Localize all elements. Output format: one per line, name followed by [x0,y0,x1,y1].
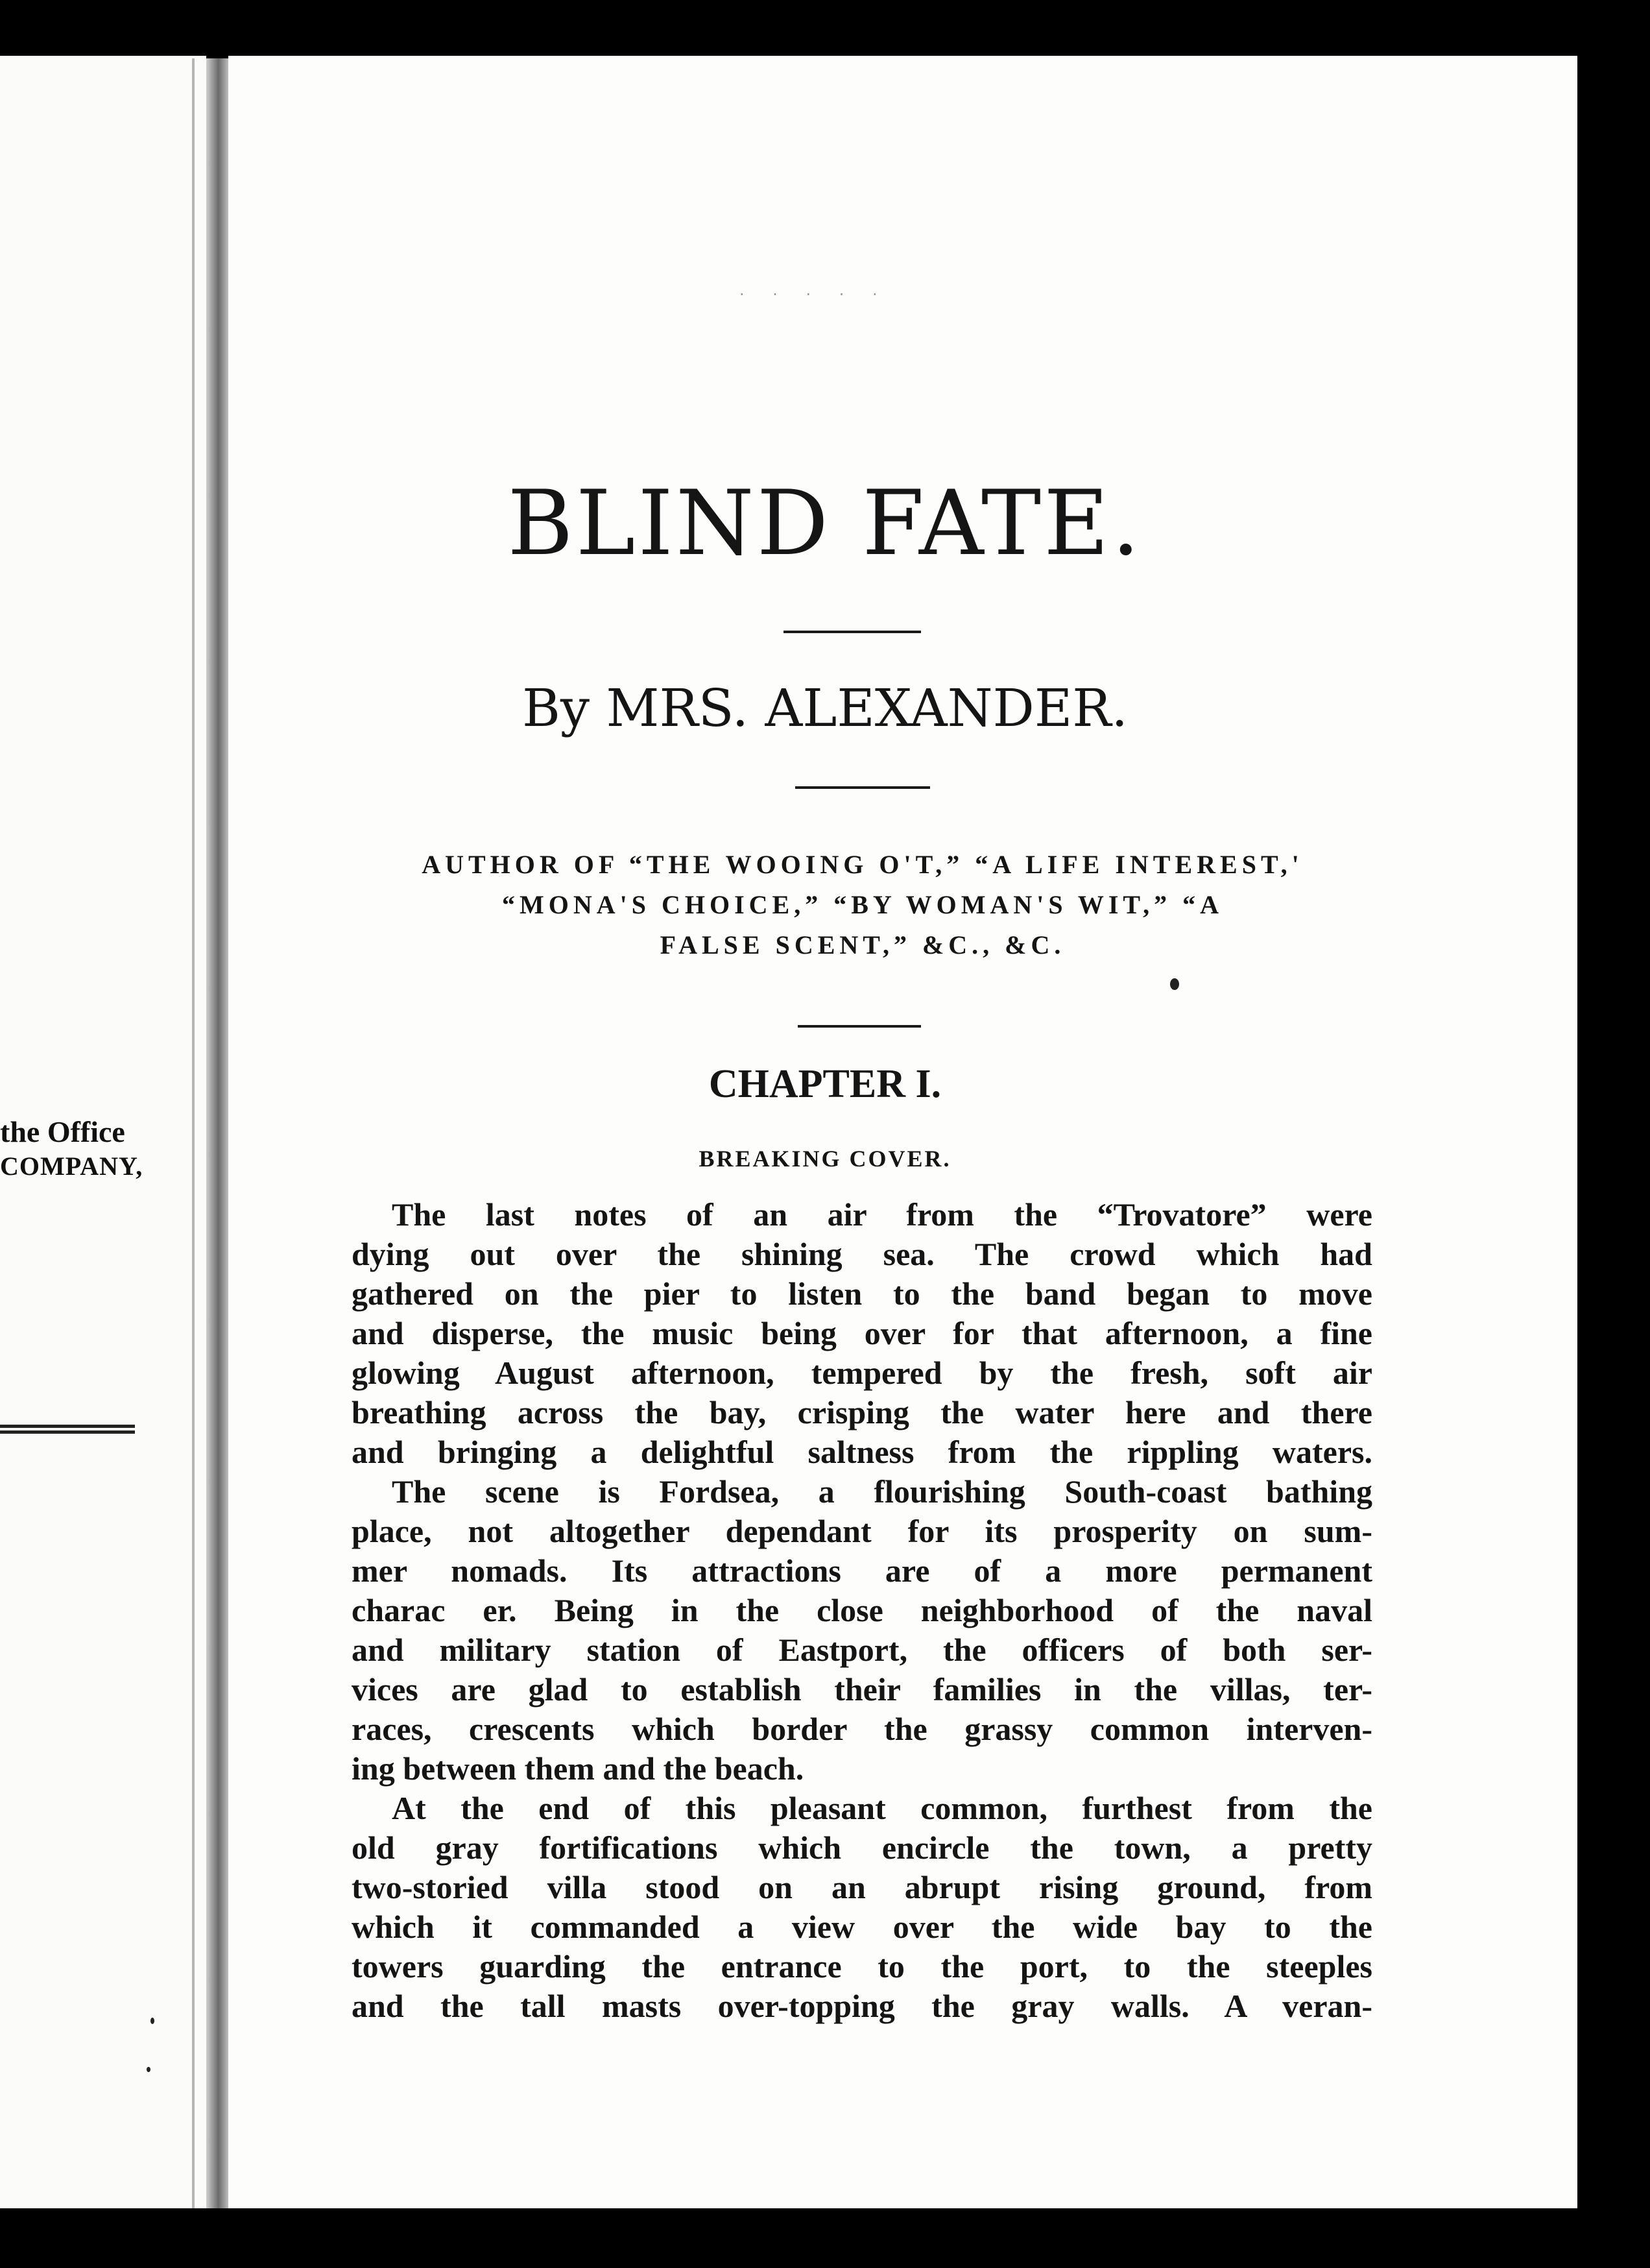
author-other-works-line-2: “MONA'S CHOICE,” “BY WOMAN'S WIT,” “A [501,890,1224,919]
text-line: mer nomads. Its attractions are of a more permanent [352,1552,1372,1589]
ink-speck [1170,978,1179,990]
paragraph [352,1195,1372,1472]
chapter-body [352,1195,1372,2026]
faint-dots: · · · · · [739,285,889,304]
ink-speck [147,2067,150,2072]
previous-page-text-line-1: the Office [0,1115,125,1148]
text-line: The scene is Fordsea, a flourishing South-coast bathing [392,1473,1372,1510]
text-line: ing between them and the beach. [352,1750,804,1787]
author-other-works [350,845,1375,965]
ink-speck [150,2018,154,2024]
text-line: and bringing a delightful saltness from the rippling waters. [352,1434,1372,1470]
text-line: towers guarding the entrance to the port, to the steeples [352,1948,1372,1984]
author-other-works-line-1: AUTHOR OF “THE WOOING O'T,” “A LIFE INTEREST,' [422,850,1304,879]
text-line: gathered on the pier to listen to the band began to move [352,1275,1372,1312]
text-line: and the tall masts over-topping the gray walls. A veran- [352,1988,1372,2024]
text-line: place, not altogether dependant for its prosperity on sum- [352,1513,1372,1549]
chapter-heading: CHAPTER I. [708,1062,942,1106]
text-line: vices are glad to establish their families in the villas, ter- [352,1671,1372,1707]
scan-border-right [1577,0,1650,2268]
author-byline: By MRS. ALEXANDER. [522,678,1128,738]
paragraph [352,1472,1372,1789]
divider-rule [795,786,930,789]
scan-border-top [0,0,1650,58]
text-line: two-storied villa stood on an abrupt rising ground, from [352,1869,1372,1905]
page-edge-line [192,58,195,2208]
scan-border-bottom [0,2208,1650,2268]
previous-page-rule [0,1425,135,1434]
book-title: BLIND FATE. [507,471,1143,575]
divider-rule [783,631,921,633]
book-spine [206,58,228,2208]
text-line: which it commanded a view over the wide bay to the [352,1909,1372,1945]
author-other-works-line-3: FALSE SCENT,” &C., &C. [660,930,1066,959]
divider-rule [798,1025,921,1028]
text-line: dying out over the shining sea. The crowd which had [352,1236,1372,1272]
chapter-subtitle: BREAKING COVER. [699,1146,951,1172]
paragraph [352,1789,1372,2026]
previous-page-text-line-2: COMPANY, [0,1152,143,1181]
text-line: and military station of Eastport, the officers of both ser- [352,1632,1372,1668]
previous-page [0,56,206,2208]
text-line: breathing across the bay, crisping the water here and there [352,1394,1372,1430]
text-line: The last notes of an air from the “Trovatore” were [392,1196,1372,1233]
text-line: old gray fortifications which encircle the town, a pretty [352,1829,1372,1866]
text-line: glowing August afternoon, tempered by the fresh, soft air [352,1355,1372,1391]
text-line: At the end of this pleasant common, furthest from the [392,1790,1372,1826]
text-line: charac er. Being in the close neighborhood of the naval [352,1592,1372,1628]
text-line: races, crescents which border the grassy common interven- [352,1711,1372,1747]
text-line: and disperse, the music being over for that afternoon, a fine [352,1315,1372,1351]
